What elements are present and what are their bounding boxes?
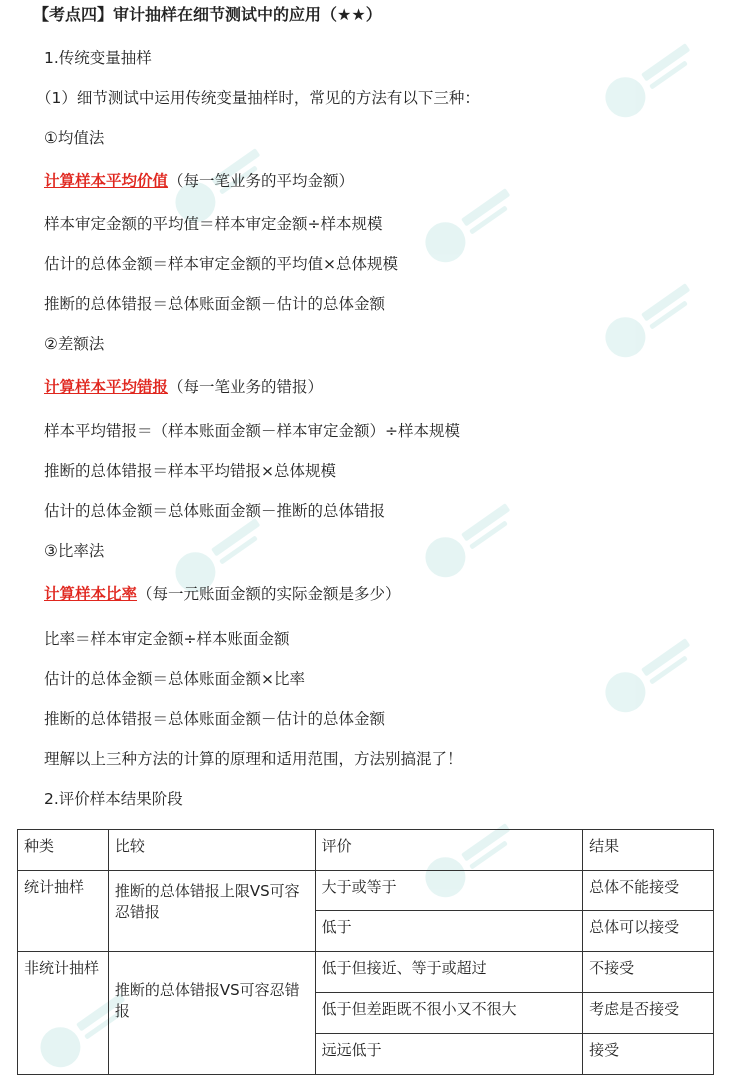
watermark-logo	[418, 180, 523, 270]
formula-line: 推断的总体错报＝总体账面金额－估计的总体金额	[44, 710, 386, 728]
key-formula-label: 计算样本平均错报	[44, 378, 169, 396]
section-heading: 2.评价样本结果阶段	[44, 790, 183, 808]
method-name: ②差额法	[44, 335, 105, 353]
table-header-cell: 比较	[108, 830, 315, 871]
key-note: （每一元账面金额的实际金额是多少）	[137, 585, 401, 603]
formula-line: 比率＝样本审定金额÷样本账面金额	[44, 630, 290, 648]
formula-line: 推断的总体错报＝总体账面金额－估计的总体金额	[44, 295, 386, 313]
table-cell-eval: 低于但差距既不很小又不很大	[315, 993, 583, 1034]
formula-line: 估计的总体金额＝总体账面金额－推断的总体错报	[44, 502, 386, 520]
method-key-line	[44, 171, 354, 191]
table-cell-eval: 低于	[315, 911, 583, 952]
method-name: ③比率法	[44, 542, 105, 560]
table-cell-result: 接受	[583, 1034, 714, 1075]
table-header-cell: 种类	[18, 830, 109, 871]
key-formula-label: 计算样本比率	[44, 585, 138, 603]
watermark-logo	[418, 495, 523, 585]
section-heading: 1.传统变量抽样	[44, 49, 152, 67]
formula-line: 样本审定金额的平均值＝样本审定金额÷样本规模	[44, 215, 383, 233]
page-title: 【考点四】审计抽样在细节测试中的应用（★★）	[33, 5, 382, 24]
table-cell-compare: 推断的总体错报VS可容忍错报	[108, 952, 315, 1075]
table-cell-result: 不接受	[583, 952, 714, 993]
method-key-line	[44, 377, 323, 397]
table-header-cell: 评价	[315, 830, 583, 871]
formula-line: 估计的总体金额＝总体账面金额×比率	[44, 670, 305, 688]
watermark-logo	[598, 35, 703, 125]
table-cell-type: 非统计抽样	[18, 952, 109, 1075]
table-cell-eval: 低于但接近、等于或超过	[315, 952, 583, 993]
table-cell-result: 总体可以接受	[583, 911, 714, 952]
table-cell-compare: 推断的总体错报上限VS可容忍错报	[108, 871, 315, 952]
watermark-logo	[598, 275, 703, 365]
table-cell-eval: 远远低于	[315, 1034, 583, 1075]
watermark-logo	[598, 630, 703, 720]
key-formula-label: 计算样本平均价值	[44, 172, 169, 190]
key-note: （每一笔业务的平均金额）	[168, 172, 355, 190]
table-row	[18, 952, 714, 993]
table-cell-eval: 大于或等于	[315, 871, 583, 911]
table-header-cell: 结果	[583, 830, 714, 871]
method-key-line	[44, 584, 401, 604]
evaluation-table	[17, 829, 714, 1075]
formula-line: 样本平均错报＝（样本账面金额－样本审定金额）÷样本规模	[44, 422, 460, 440]
table-cell-result: 考虑是否接受	[583, 993, 714, 1034]
key-note: （每一笔业务的错报）	[168, 378, 324, 396]
method-name: ①均值法	[44, 129, 105, 147]
formula-line: 估计的总体金额＝样本审定金额的平均值×总体规模	[44, 255, 398, 273]
study-tip: 理解以上三种方法的计算的原理和适用范围，方法别搞混了！	[44, 750, 463, 768]
formula-line: 推断的总体错报＝样本平均错报×总体规模	[44, 462, 336, 480]
table-row	[18, 871, 714, 911]
table-cell-type: 统计抽样	[18, 871, 109, 952]
table-header-row	[18, 830, 714, 871]
intro-text: （1）细节测试中运用传统变量抽样时，常见的方法有以下三种：	[36, 89, 480, 107]
table-cell-result: 总体不能接受	[583, 871, 714, 911]
